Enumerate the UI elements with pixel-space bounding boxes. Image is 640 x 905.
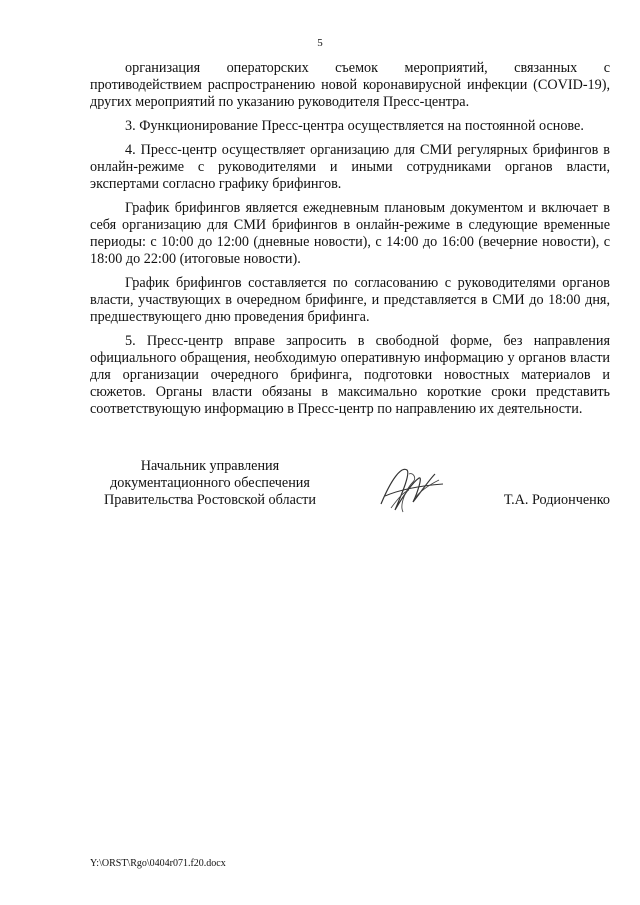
signatory-name: Т.А. Родионченко — [503, 492, 610, 508]
paragraph-schedule-approval: График брифингов составляется по согласованию с руководителями органов власти, участвующих в очередном брифинге, и представляется в СМИ до 18:00 дня, предшествующего дню проведения брифинга. — [90, 275, 610, 325]
handwritten-signature — [373, 460, 453, 520]
paragraph-item-5: 5. Пресс-центр вправе запросить в свободной форме, без направления официального обращения, необходимую оперативную информацию у органов власти для организации очередного брифинга, подготовки новостных материалов и сюжетов. Органы власти обязаны в максимально короткие сроки представить соответствующую информацию в Пресс-центр по направлению их деятельности. — [90, 333, 610, 417]
paragraph-schedule-periods: График брифингов является ежедневным плановым документом и включает в себя организацию для СМИ брифингов в онлайн-режиме в следующие временные периоды: с 10:00 до 12:00 (дневные новости), с 14:00 до 16:00 (вечерние новости), с 18:00 до 22:00 (итоговые новости). — [90, 200, 610, 267]
signatory-title — [90, 458, 330, 509]
file-path: Y:\ORST\Rgo\0404r071.f20.docx — [90, 858, 226, 869]
paragraph-item-3: 3. Функционирование Пресс-центра осуществляется на постоянной основе. — [125, 118, 584, 134]
signature-block — [90, 458, 610, 528]
document-body — [90, 60, 610, 425]
page-number: 5 — [317, 37, 323, 49]
signatory-title-line: документационного обеспечения — [110, 475, 310, 491]
signatory-title-line: Начальник управления — [140, 458, 280, 474]
paragraph-item-4: 4. Пресс-центр осуществляет организацию для СМИ регулярных брифингов в онлайн-режиме с руководителями и иными сотрудниками органов власти, экспертами согласно графику брифингов. — [90, 142, 610, 192]
signatory-title-line: Правительства Ростовской области — [104, 492, 316, 508]
paragraph-covid-filming: организация операторских съемок мероприятий, связанных с противодействием распространению новой коронавирусной инфекции (COVID-19), других мероприятий по указанию руководителя Пресс-центра. — [90, 60, 610, 110]
